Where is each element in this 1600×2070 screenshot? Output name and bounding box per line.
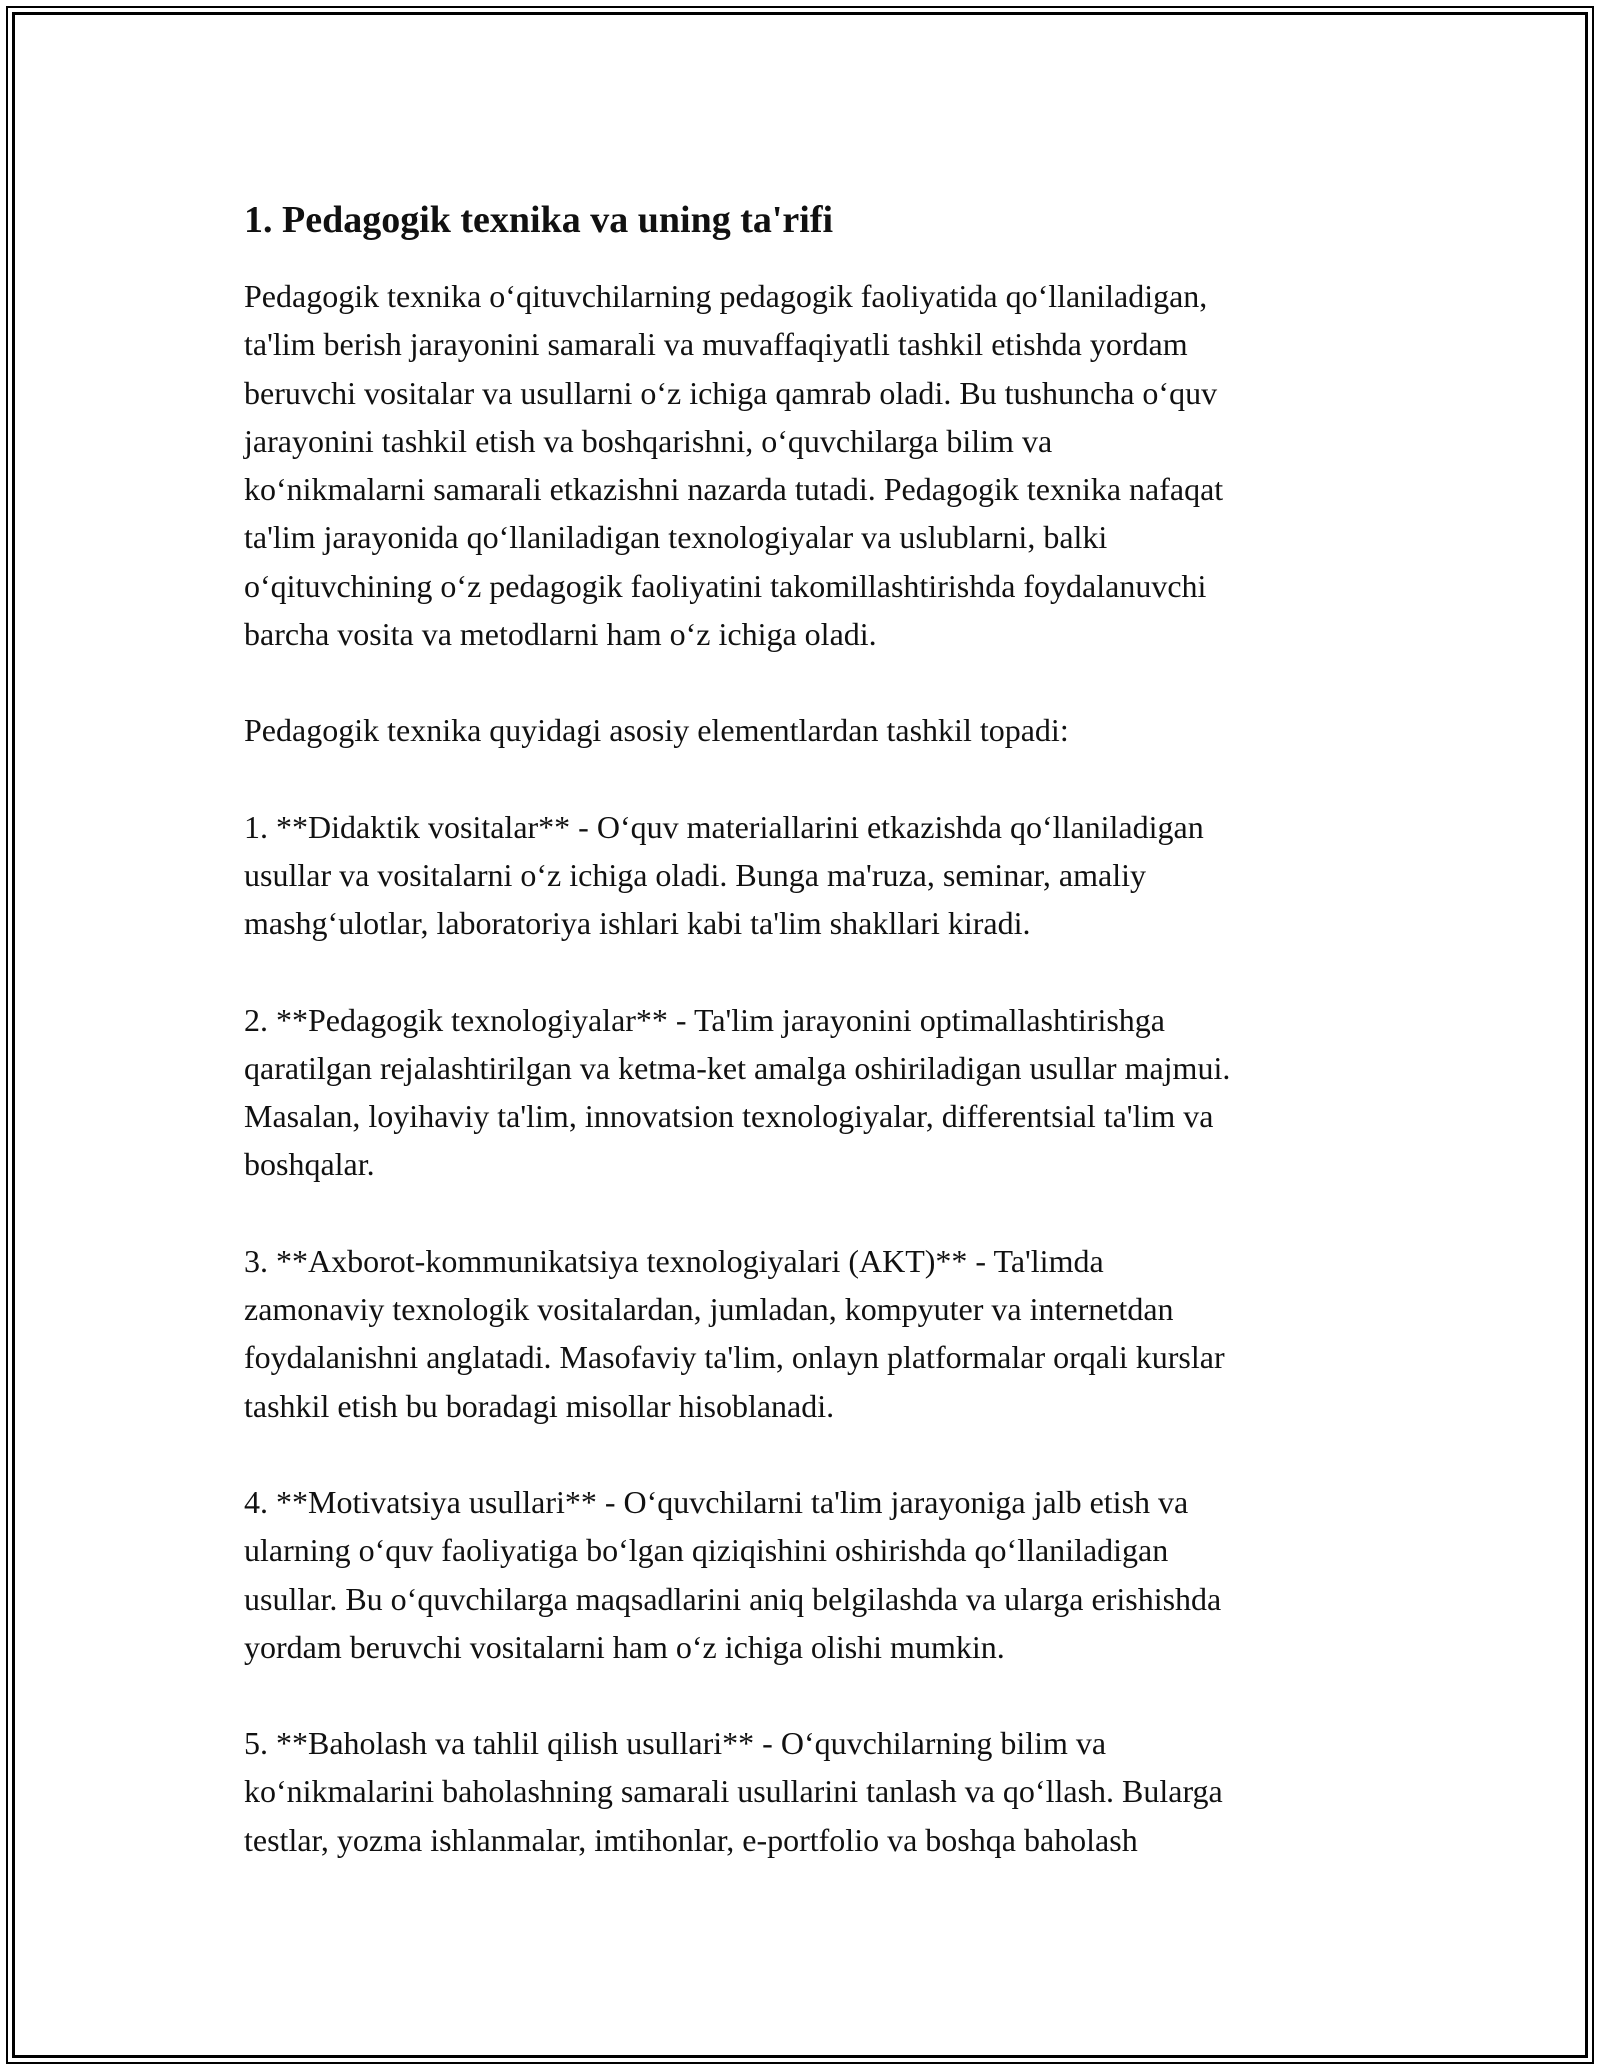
list-item-pedagogik-texnologiyalar: 2. **Pedagogik texnologiyalar** - Ta'lim jarayonini optimallashtirishga qaratilgan rejalashtirilgan va ketma-ket amalga oshiriladigan usullar majmui. Masalan, loyihaviy ta'lim, innovatsion texnologiyalar, differentsial ta'lim va boshqalar. xyxy=(244,1001,1231,1183)
list-item-baholash-usullari: 5. **Baholash va tahlil qilish usullari** - O‘quvchilarning bilim va ko‘nikmalarini baholashning samarali usullarini tanlash va qo‘llash. Bularga testlar, yozma ishlanmalar, imtihonlar, e-portfolio va boshqa baholash xyxy=(244,1725,1223,1858)
document-page xyxy=(6,6,1594,2064)
intro-paragraph: Pedagogik texnika o‘qituvchilarning pedagogik faoliyatida qo‘llaniladigan, ta'lim berish jarayonini samarali va muvaffaqiyatli tashkil etishda yordam beruvchi vositalar va usullarni o‘z ichiga qamrab oladi. Bu tushuncha o‘quv jarayonini tashkil etish va boshqarishni, o‘quvchilarga bilim va ko‘nikmalarni samarali etkazishni nazarda tutadi. Pedagogik texnika nafaqat ta'lim jarayonida qo‘llaniladigan texnologiyalar va uslublarni, balki o‘qituvchining o‘z pedagogik faoliyatini takomillashtirishda foydalanuvchi barcha vosita va metodlarni ham o‘z ichiga oladi. xyxy=(244,278,1224,653)
document-title: 1. Pedagogik texnika va uning ta'rifi xyxy=(244,199,834,241)
list-item-didaktik-vositalar: 1. **Didaktik vositalar** - O‘quv materiallarini etkazishda qo‘llaniladigan usullar va vositalarni o‘z ichiga oladi. Bunga ma'ruza, seminar, amaliy mashg‘ulotlar, laboratoriya ishlari kabi ta'lim shakllari kiradi. xyxy=(244,808,1204,942)
list-item-motivatsiya-usullari: 4. **Motivatsiya usullari** - O‘quvchilarni ta'lim jarayoniga jalb etish va ularning o‘quv faoliyatiga bo‘lgan qiziqishini oshirishda qo‘llaniladigan usullar. Bu o‘quvchilarga maqsadlarini aniq belgilashda va ularga erishishda yordam beruvchi vositalarni ham o‘z ichiga olishi mumkin. xyxy=(244,1483,1222,1665)
elements-lead-paragraph: Pedagogik texnika quyidagi asosiy elementlardan tashkil topadi: xyxy=(244,712,1069,749)
document-body xyxy=(244,194,1394,1912)
list-item-akt: 3. **Axborot-kommunikatsiya texnologiyalari (AKT)** - Ta'limda zamonaviy texnologik vositalardan, jumladan, kompyuter va internetdan foydalanishni anglatadi. Masofaviy ta'lim, onlayn platformalar orqali kurslar tashkil etish bu boradagi misollar hisoblanadi. xyxy=(244,1242,1225,1424)
